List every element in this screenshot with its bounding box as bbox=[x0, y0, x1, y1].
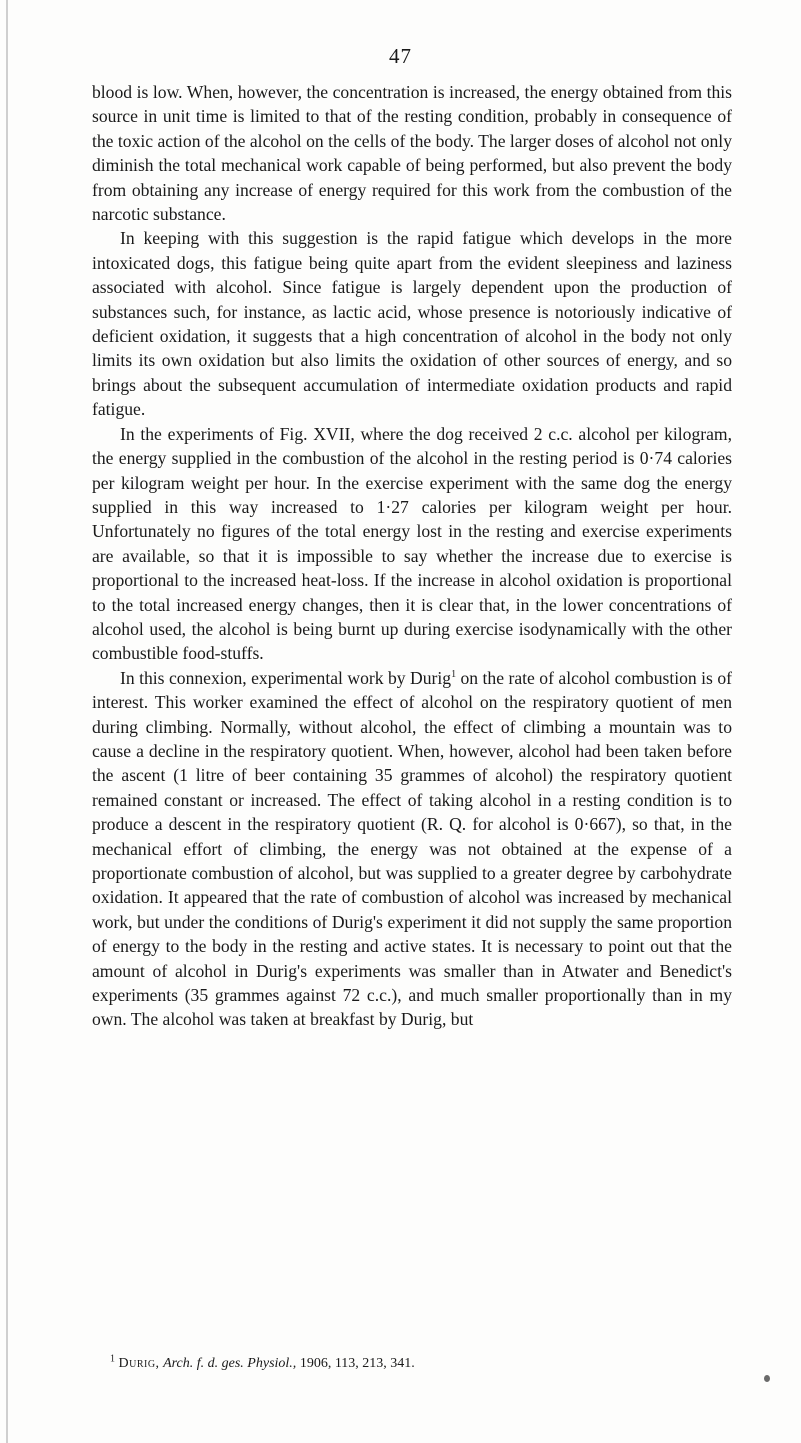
paragraph-3: In the experiments of Fig. XVII, where the dog received 2 c.c. alcohol per kilogram, the energy supplied in the combustion of the alcohol in the resting period is 0·74 calories per kilogram weight per hour. In the exercise experiment with the same dog the energy supplied in this way increased to 1·27 calories per kilogram weight per hour. Unfortunately no figures of the total energy lost in the resting and exercise experiments are available, so that it is impossible to say whether the increase due to exercise is proportional to the increased heat-loss. If the increase in alcohol oxidation is proportional to the total increased energy changes, then it is clear that, in the lower concentrations of alcohol used, the alcohol is being burnt up during exercise isodynamically with the other combustible food-stuffs. bbox=[92, 423, 732, 664]
paragraph-4-start: In this connexion, experimental work by Durig bbox=[120, 667, 452, 688]
page-number: 47 bbox=[389, 44, 412, 68]
paragraph-4-rest: on the rate of alcohol combustion is of interest. This worker examined the effect of alcohol on the respiratory quotient of men during climbing. Normally, without alcohol, the effect of climbing a mountain was to cause a decline in the respiratory quotient. When, however, alcohol had been taken before the ascent (1 litre of beer containing 35 grammes of alcohol) the respiratory quotient remained constant or increased. The effect of taking alcohol in a resting condition is to produce a descent in the respiratory quotient (R. Q. for alcohol is 0·667), so that, in the mechanical effort of climbing, the energy was not obtained at the expense of a proportionate combustion of alcohol, but was supplied to a greater degree by carbohydrate oxidation. It appeared that the rate of combustion of alcohol was increased by mechanical work, but under the conditions of Durig's experiment it did not supply the same proportion of energy to the body in the resting and active states. It is necessary to point out that the amount of alcohol in Durig's experiments was smaller than in Atwater and Benedict's experiments (35 grammes against 72 c.c.), and much smaller proportionally than in my own. The alcohol was taken at breakfast by Durig, but bbox=[92, 667, 732, 1030]
footnote-author: Durig, bbox=[118, 1356, 160, 1371]
footnote-mark: 1 bbox=[110, 1353, 115, 1365]
ink-speck bbox=[764, 1375, 770, 1382]
paragraph-4 bbox=[92, 666, 732, 1032]
body-text bbox=[92, 80, 732, 1032]
footnote bbox=[92, 1355, 732, 1373]
page-edge-shadow bbox=[6, 0, 8, 1443]
paragraph-2: In keeping with this suggestion is the rapid fatigue which develops in the more intoxicated dogs, this fatigue being quite apart from the evident sleepiness and laziness associated with alcohol. Since fatigue is largely dependent upon the production of substances such, for instance, as lactic acid, whose presence is notoriously indicative of deficient oxidation, it suggests that a high concentration of alcohol in the body not only limits its own oxidation but also limits the oxidation of other sources of energy, and so brings about the subsequent accumulation of intermediate oxidation products and rapid fatigue. bbox=[92, 228, 732, 420]
footnote-journal: Arch. f. d. ges. Physiol., bbox=[163, 1356, 297, 1371]
footnote-details: 1906, 113, 213, 341. bbox=[299, 1356, 415, 1371]
footnote-reference[interactable]: 1 bbox=[451, 668, 457, 680]
paragraph-1: blood is low. When, however, the concentration is increased, the energy obtained from this source in unit time is limited to that of the resting condition, probably in consequence of the toxic action of the alcohol on the cells of the body. The larger doses of alcohol not only diminish the total mechanical work capable of being performed, but also prevent the body from obtaining any increase of energy required for this work from the combustion of the narcotic substance. bbox=[92, 82, 732, 225]
